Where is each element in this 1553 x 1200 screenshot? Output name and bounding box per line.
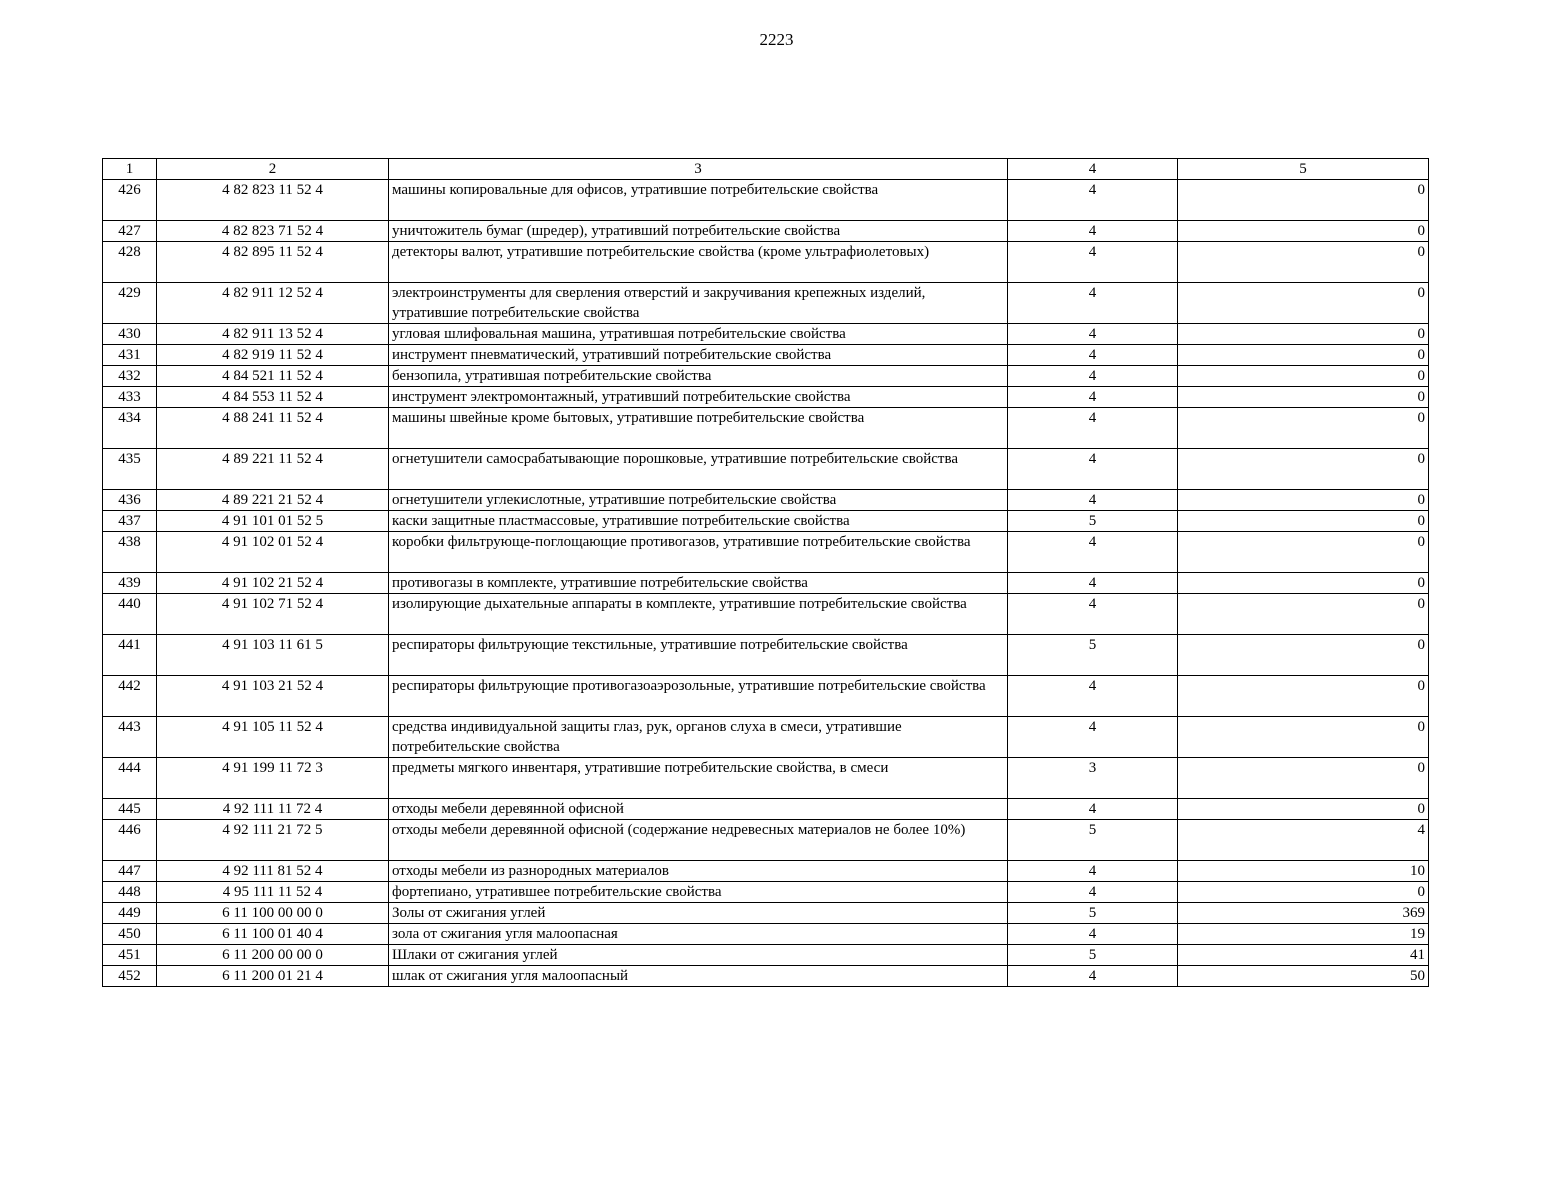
row-number-cell: 447 [103, 861, 157, 882]
waste-code-cell: 4 89 221 21 52 4 [157, 490, 389, 511]
column-header: 1 [103, 159, 157, 180]
table-row [103, 966, 1429, 987]
hazard-class-cell: 4 [1008, 221, 1178, 242]
row-number-cell: 452 [103, 966, 157, 987]
value-cell: 50 [1178, 966, 1429, 987]
waste-name-cell: угловая шлифовальная машина, утратившая потребительские свойства [389, 324, 1008, 345]
waste-code-cell: 4 88 241 11 52 4 [157, 408, 389, 449]
hazard-class-cell: 4 [1008, 717, 1178, 758]
value-cell: 0 [1178, 882, 1429, 903]
hazard-class-cell: 4 [1008, 366, 1178, 387]
waste-code-cell: 4 91 199 11 72 3 [157, 758, 389, 799]
table-header [103, 159, 1429, 180]
row-number-cell: 433 [103, 387, 157, 408]
waste-code-cell: 6 11 200 00 00 0 [157, 945, 389, 966]
table-row [103, 511, 1429, 532]
waste-code-cell: 4 91 103 21 52 4 [157, 676, 389, 717]
column-header: 2 [157, 159, 389, 180]
table-row [103, 242, 1429, 283]
table-row [103, 387, 1429, 408]
value-cell: 10 [1178, 861, 1429, 882]
waste-code-cell: 4 89 221 11 52 4 [157, 449, 389, 490]
table-row [103, 594, 1429, 635]
table-row [103, 820, 1429, 861]
hazard-class-cell: 4 [1008, 882, 1178, 903]
waste-code-cell: 4 91 103 11 61 5 [157, 635, 389, 676]
column-header: 4 [1008, 159, 1178, 180]
table-row [103, 490, 1429, 511]
row-number-cell: 427 [103, 221, 157, 242]
row-number-cell: 436 [103, 490, 157, 511]
waste-name-cell: зола от сжигания угля малоопасная [389, 924, 1008, 945]
header-row [103, 159, 1429, 180]
row-number-cell: 428 [103, 242, 157, 283]
table-row [103, 345, 1429, 366]
hazard-class-cell: 4 [1008, 283, 1178, 324]
hazard-class-cell: 4 [1008, 180, 1178, 221]
hazard-class-cell: 4 [1008, 594, 1178, 635]
waste-code-cell: 4 82 919 11 52 4 [157, 345, 389, 366]
hazard-class-cell: 4 [1008, 573, 1178, 594]
row-number-cell: 434 [103, 408, 157, 449]
waste-name-cell: машины швейные кроме бытовых, утратившие потребительские свойства [389, 408, 1008, 449]
value-cell: 0 [1178, 490, 1429, 511]
table-row [103, 221, 1429, 242]
value-cell: 0 [1178, 799, 1429, 820]
waste-name-cell: Шлаки от сжигания углей [389, 945, 1008, 966]
table-row [103, 861, 1429, 882]
hazard-class-cell: 4 [1008, 966, 1178, 987]
hazard-class-cell: 4 [1008, 924, 1178, 945]
page-number: 2223 [759, 30, 794, 49]
value-cell: 0 [1178, 366, 1429, 387]
row-number-cell: 450 [103, 924, 157, 945]
waste-name-cell: средства индивидуальной защиты глаз, рук, органов слуха в смеси, утратившие потребительские свойства [389, 717, 1008, 758]
value-cell: 0 [1178, 324, 1429, 345]
row-number-cell: 432 [103, 366, 157, 387]
hazard-class-cell: 4 [1008, 449, 1178, 490]
hazard-class-cell: 4 [1008, 387, 1178, 408]
value-cell: 0 [1178, 221, 1429, 242]
row-number-cell: 426 [103, 180, 157, 221]
table-row [103, 449, 1429, 490]
waste-name-cell: коробки фильтрующе-поглощающие противогазов, утратившие потребительские свойства [389, 532, 1008, 573]
column-header: 5 [1178, 159, 1429, 180]
table-row [103, 532, 1429, 573]
value-cell: 0 [1178, 532, 1429, 573]
row-number-cell: 444 [103, 758, 157, 799]
waste-code-cell: 4 92 111 11 72 4 [157, 799, 389, 820]
waste-name-cell: уничтожитель бумаг (шредер), утративший потребительские свойства [389, 221, 1008, 242]
waste-code-cell: 4 91 101 01 52 5 [157, 511, 389, 532]
waste-name-cell: отходы мебели деревянной офисной [389, 799, 1008, 820]
hazard-class-cell: 5 [1008, 903, 1178, 924]
row-number-cell: 440 [103, 594, 157, 635]
value-cell: 0 [1178, 408, 1429, 449]
row-number-cell: 441 [103, 635, 157, 676]
value-cell: 0 [1178, 594, 1429, 635]
row-number-cell: 439 [103, 573, 157, 594]
table-row [103, 324, 1429, 345]
value-cell: 0 [1178, 180, 1429, 221]
waste-code-cell: 4 82 823 71 52 4 [157, 221, 389, 242]
waste-name-cell: отходы мебели из разнородных материалов [389, 861, 1008, 882]
row-number-cell: 443 [103, 717, 157, 758]
hazard-class-cell: 4 [1008, 242, 1178, 283]
waste-name-cell: бензопила, утратившая потребительские свойства [389, 366, 1008, 387]
row-number-cell: 446 [103, 820, 157, 861]
table-row [103, 635, 1429, 676]
waste-code-cell: 4 91 105 11 52 4 [157, 717, 389, 758]
table-body [103, 180, 1429, 987]
hazard-class-cell: 4 [1008, 532, 1178, 573]
table-row [103, 573, 1429, 594]
hazard-class-cell: 4 [1008, 324, 1178, 345]
waste-name-cell: электроинструменты для сверления отверстий и закручивания крепежных изделий, утратившие потребительские свойства [389, 283, 1008, 324]
waste-code-cell: 6 11 100 01 40 4 [157, 924, 389, 945]
hazard-class-cell: 5 [1008, 635, 1178, 676]
row-number-cell: 438 [103, 532, 157, 573]
waste-code-cell: 4 92 111 21 72 5 [157, 820, 389, 861]
row-number-cell: 449 [103, 903, 157, 924]
hazard-class-cell: 4 [1008, 676, 1178, 717]
waste-name-cell: противогазы в комплекте, утратившие потребительские свойства [389, 573, 1008, 594]
waste-name-cell: инструмент электромонтажный, утративший потребительские свойства [389, 387, 1008, 408]
row-number-cell: 437 [103, 511, 157, 532]
hazard-class-cell: 5 [1008, 820, 1178, 861]
value-cell: 0 [1178, 283, 1429, 324]
value-cell: 0 [1178, 242, 1429, 283]
value-cell: 0 [1178, 717, 1429, 758]
waste-registry-table [102, 158, 1429, 987]
waste-code-cell: 4 91 102 71 52 4 [157, 594, 389, 635]
waste-name-cell: каски защитные пластмассовые, утратившие потребительские свойства [389, 511, 1008, 532]
value-cell: 4 [1178, 820, 1429, 861]
row-number-cell: 430 [103, 324, 157, 345]
value-cell: 0 [1178, 758, 1429, 799]
value-cell: 0 [1178, 635, 1429, 676]
hazard-class-cell: 4 [1008, 490, 1178, 511]
row-number-cell: 448 [103, 882, 157, 903]
waste-code-cell: 4 82 823 11 52 4 [157, 180, 389, 221]
row-number-cell: 442 [103, 676, 157, 717]
hazard-class-cell: 5 [1008, 945, 1178, 966]
table-row [103, 945, 1429, 966]
value-cell: 369 [1178, 903, 1429, 924]
table-row [103, 799, 1429, 820]
waste-code-cell: 4 95 111 11 52 4 [157, 882, 389, 903]
table-row [103, 903, 1429, 924]
waste-name-cell: предметы мягкого инвентаря, утратившие потребительские свойства, в смеси [389, 758, 1008, 799]
waste-code-cell: 4 92 111 81 52 4 [157, 861, 389, 882]
value-cell: 41 [1178, 945, 1429, 966]
waste-name-cell: огнетушители самосрабатывающие порошковые, утратившие потребительские свойства [389, 449, 1008, 490]
table-row [103, 408, 1429, 449]
value-cell: 19 [1178, 924, 1429, 945]
hazard-class-cell: 4 [1008, 861, 1178, 882]
row-number-cell: 445 [103, 799, 157, 820]
hazard-class-cell: 4 [1008, 408, 1178, 449]
waste-code-cell: 4 82 911 13 52 4 [157, 324, 389, 345]
table-row [103, 180, 1429, 221]
value-cell: 0 [1178, 573, 1429, 594]
hazard-class-cell: 5 [1008, 511, 1178, 532]
value-cell: 0 [1178, 676, 1429, 717]
waste-name-cell: отходы мебели деревянной офисной (содержание недревесных материалов не более 10%) [389, 820, 1008, 861]
waste-name-cell: огнетушители углекислотные, утратившие потребительские свойства [389, 490, 1008, 511]
table-row [103, 758, 1429, 799]
waste-name-cell: изолирующие дыхательные аппараты в комплекте, утратившие потребительские свойства [389, 594, 1008, 635]
waste-code-cell: 4 91 102 01 52 4 [157, 532, 389, 573]
value-cell: 0 [1178, 345, 1429, 366]
row-number-cell: 435 [103, 449, 157, 490]
table-row [103, 882, 1429, 903]
waste-name-cell: Золы от сжигания углей [389, 903, 1008, 924]
hazard-class-cell: 4 [1008, 345, 1178, 366]
value-cell: 0 [1178, 449, 1429, 490]
waste-code-cell: 6 11 200 01 21 4 [157, 966, 389, 987]
waste-name-cell: детекторы валют, утратившие потребительские свойства (кроме ультрафиолетовых) [389, 242, 1008, 283]
row-number-cell: 431 [103, 345, 157, 366]
waste-name-cell: респираторы фильтрующие текстильные, утратившие потребительские свойства [389, 635, 1008, 676]
waste-code-cell: 4 82 911 12 52 4 [157, 283, 389, 324]
waste-name-cell: инструмент пневматический, утративший потребительские свойства [389, 345, 1008, 366]
table-row [103, 717, 1429, 758]
waste-code-cell: 6 11 100 00 00 0 [157, 903, 389, 924]
value-cell: 0 [1178, 511, 1429, 532]
row-number-cell: 451 [103, 945, 157, 966]
value-cell: 0 [1178, 387, 1429, 408]
hazard-class-cell: 4 [1008, 799, 1178, 820]
waste-code-cell: 4 84 521 11 52 4 [157, 366, 389, 387]
table-row [103, 924, 1429, 945]
waste-code-cell: 4 84 553 11 52 4 [157, 387, 389, 408]
waste-name-cell: машины копировальные для офисов, утратившие потребительские свойства [389, 180, 1008, 221]
waste-name-cell: респираторы фильтрующие противогазоаэрозольные, утратившие потребительские свойства [389, 676, 1008, 717]
column-header: 3 [389, 159, 1008, 180]
waste-code-cell: 4 82 895 11 52 4 [157, 242, 389, 283]
waste-name-cell: шлак от сжигания угля малоопасный [389, 966, 1008, 987]
waste-code-cell: 4 91 102 21 52 4 [157, 573, 389, 594]
hazard-class-cell: 3 [1008, 758, 1178, 799]
table-row [103, 676, 1429, 717]
table-row [103, 366, 1429, 387]
waste-name-cell: фортепиано, утратившее потребительские свойства [389, 882, 1008, 903]
table-row [103, 283, 1429, 324]
row-number-cell: 429 [103, 283, 157, 324]
